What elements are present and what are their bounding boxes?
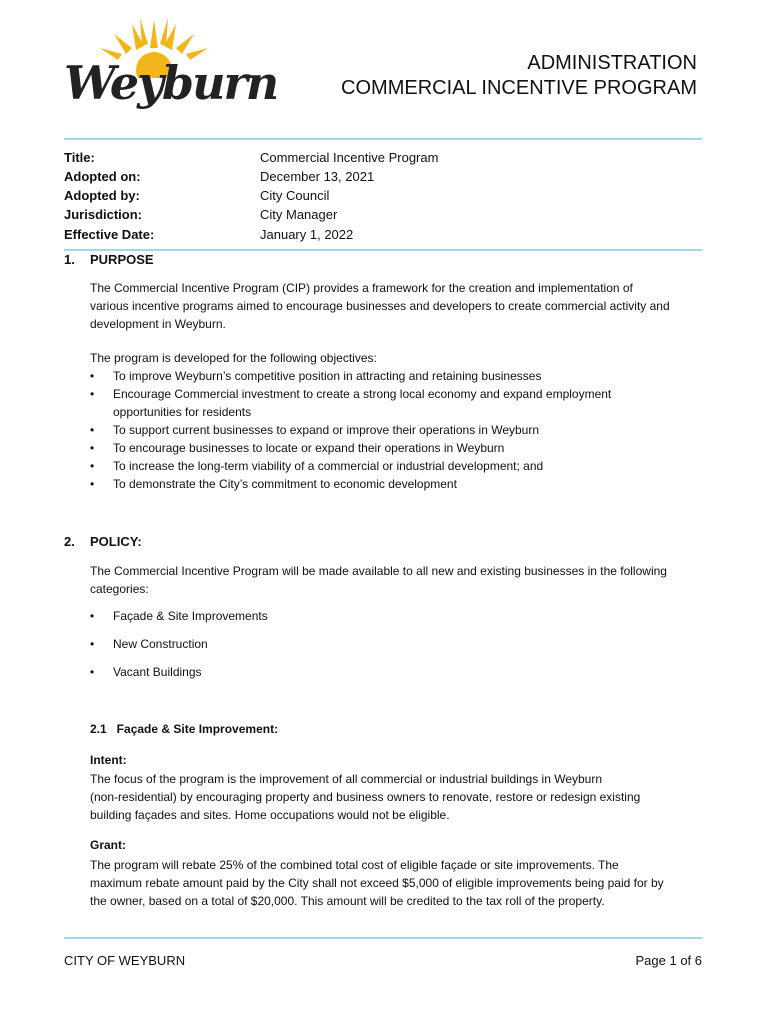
- category-item: Façade & Site Improvements: [113, 609, 268, 623]
- intent-label: Intent:: [90, 753, 127, 767]
- bullet-icon: •: [90, 459, 95, 473]
- section-2-number: 2.: [64, 534, 75, 549]
- bullet-icon: •: [90, 609, 95, 623]
- objective-item: Encourage Commercial investment to create a strong local economy and expand employment: [113, 387, 612, 401]
- subsection-2-1-title: 2.1 Façade & Site Improvement:: [90, 722, 279, 736]
- grant-paragraph-line: The program will rebate 25% of the combined total cost of eligible façade or site improvements. The: [90, 858, 619, 872]
- grant-paragraph-line: maximum rebate amount paid by the City shall not exceed $5,000 of eligible improvements being paid for by: [90, 876, 664, 890]
- meta-value-adopted-by: City Council: [260, 188, 330, 203]
- objective-item-continued: opportunities for residents: [113, 405, 252, 419]
- policy-paragraph-line: categories:: [90, 582, 149, 596]
- meta-label-adopted-on: Adopted on:: [64, 169, 141, 184]
- header-program-title: COMMERCIAL INCENTIVE PROGRAM: [341, 77, 697, 99]
- bullet-icon: •: [90, 369, 95, 383]
- objective-item: To improve Weyburn’s competitive position in attracting and retaining businesses: [113, 369, 542, 383]
- meta-label-adopted-by: Adopted by:: [64, 188, 140, 203]
- category-item: New Construction: [113, 637, 208, 651]
- footer-organization: CITY OF WEYBURN: [64, 953, 186, 968]
- purpose-paragraph-line: The Commercial Incentive Program (CIP) provides a framework for the creation and implementation of: [90, 281, 633, 295]
- section-1-number: 1.: [64, 252, 75, 267]
- footer-page-number: Page 1 of 6: [635, 953, 702, 968]
- meta-value-adopted-on: December 13, 2021: [260, 169, 375, 184]
- objective-item: To demonstrate the City’s commitment to economic development: [113, 477, 457, 491]
- policy-paragraph-line: The Commercial Incentive Program will be made available to all new and existing businesses in the following: [90, 564, 667, 578]
- header-administration: ADMINISTRATION: [527, 52, 697, 74]
- bullet-icon: •: [90, 665, 95, 679]
- bullet-icon: •: [90, 441, 95, 455]
- intent-paragraph-line: The focus of the program is the improvement of all commercial or industrial buildings in Weyburn: [90, 772, 603, 786]
- purpose-paragraph-line: various incentive programs aimed to encourage businesses and developers to create commercial activity and: [90, 299, 670, 313]
- grant-label: Grant:: [90, 838, 126, 852]
- meta-value-jurisdiction: City Manager: [260, 207, 338, 222]
- category-item: Vacant Buildings: [113, 665, 202, 679]
- meta-label-jurisdiction: Jurisdiction:: [64, 207, 143, 222]
- intent-paragraph-line: (non-residential) by encouraging property and business owners to renovate, restore or redesign existing: [90, 790, 641, 804]
- section-1-title: PURPOSE: [90, 252, 154, 267]
- bullet-icon: •: [90, 387, 95, 401]
- grant-paragraph-line: the owner, based on a total of $20,000. This amount will be credited to the tax roll of the property.: [90, 894, 605, 908]
- objectives-intro: The program is developed for the following objectives:: [90, 351, 377, 365]
- logo-wordmark: Weyburn: [64, 56, 278, 110]
- meta-value-effective-date: January 1, 2022: [260, 227, 354, 242]
- section-2-title: POLICY:: [90, 534, 142, 549]
- bullet-icon: •: [90, 477, 95, 491]
- objective-item: To increase the long-term viability of a commercial or industrial development; and: [113, 459, 544, 473]
- intent-paragraph-line: building façades and sites. Home occupations would not be eligible.: [90, 808, 450, 822]
- meta-label-title: Title:: [64, 150, 95, 165]
- purpose-paragraph-line: development in Weyburn.: [90, 317, 226, 331]
- objective-item: To encourage businesses to locate or expand their operations in Weyburn: [113, 441, 505, 455]
- meta-label-effective-date: Effective Date:: [64, 227, 155, 242]
- objective-item: To support current businesses to expand or improve their operations in Weyburn: [113, 423, 540, 437]
- bullet-icon: •: [90, 637, 95, 651]
- divider-meta: [64, 249, 702, 251]
- weyburn-logo: [62, 18, 278, 110]
- meta-value-title: Commercial Incentive Program: [260, 150, 439, 165]
- bullet-icon: •: [90, 423, 95, 437]
- divider-footer: [64, 937, 702, 939]
- divider-top: [64, 138, 702, 140]
